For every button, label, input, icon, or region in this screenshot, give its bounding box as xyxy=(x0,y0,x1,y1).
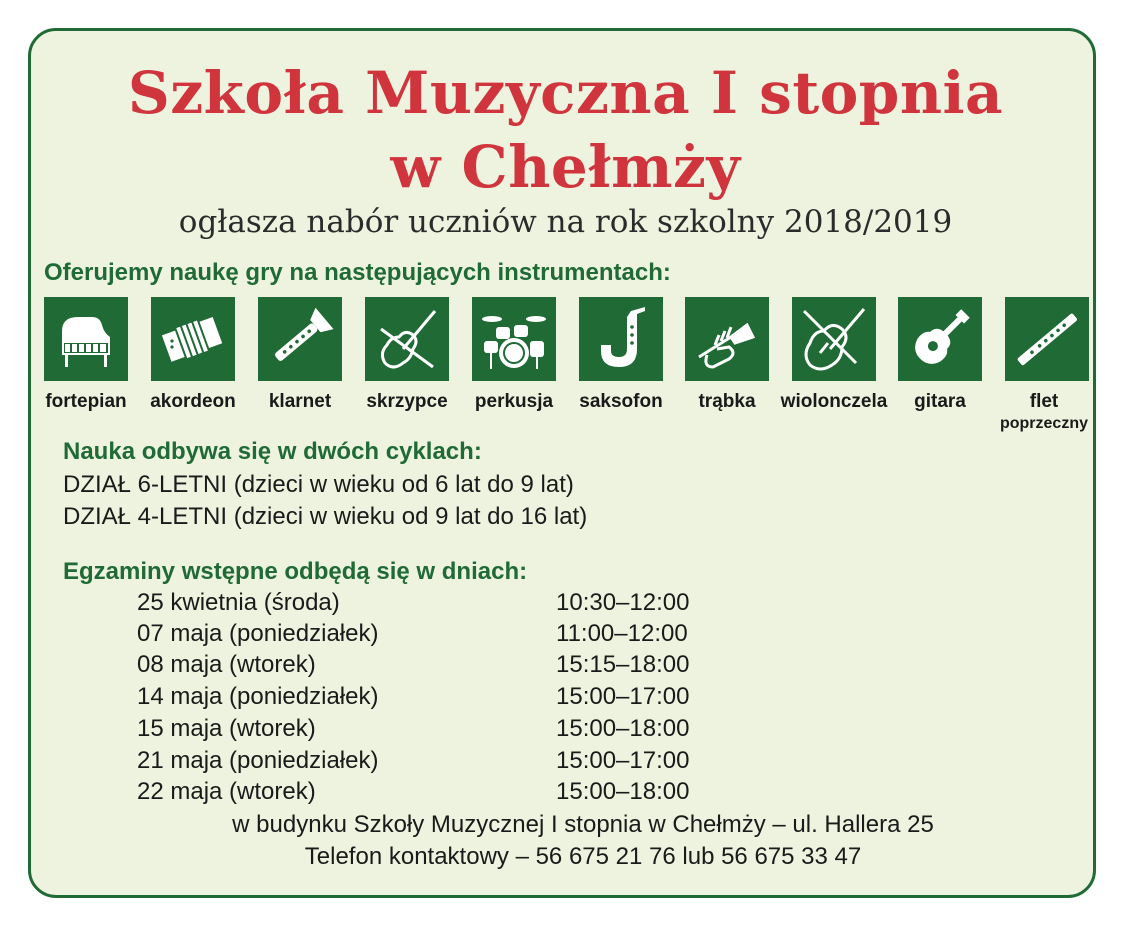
instrument-label-wiolonczela: wiolonczela xyxy=(780,391,888,412)
instruments-heading: Oferujemy naukę gry na następujących instrumentach: xyxy=(44,259,671,286)
flute-icon xyxy=(1005,297,1089,381)
exam-time: 10:30–12:00 xyxy=(556,589,690,616)
instrument-label-saksofon: saksofon xyxy=(579,391,663,412)
exam-row xyxy=(0,588,1131,620)
exam-row xyxy=(0,619,1131,651)
exam-row xyxy=(0,746,1131,778)
violin-icon xyxy=(365,297,449,381)
exam-day: 14 maja (poniedziałek) xyxy=(137,683,379,710)
subtitle: ogłasza nabór uczniów na rok szkolny 2018/2019 xyxy=(178,204,953,240)
exam-location: w budynku Szkoły Muzycznej I stopnia w Chełmży – ul. Hallera 25 xyxy=(232,811,934,838)
accordion-icon xyxy=(151,297,235,381)
guitar-icon xyxy=(898,297,982,381)
exam-row xyxy=(0,682,1131,714)
instrument-label-akordeon: akordeon xyxy=(150,391,236,412)
exam-time: 11:00–12:00 xyxy=(556,620,688,647)
instrument-label-skrzypce: skrzypce xyxy=(366,391,448,412)
instrument-label-trabka: trąbka xyxy=(698,391,756,412)
exam-row xyxy=(0,650,1131,682)
instrument-label-perkusja: perkusja xyxy=(474,391,554,412)
instrument-label-flet-main: flet xyxy=(1029,391,1059,412)
exam-day: 15 maja (wtorek) xyxy=(137,715,316,742)
drums-icon xyxy=(472,297,556,381)
exam-row xyxy=(0,777,1131,809)
cycle-item: DZIAŁ 6-LETNI (dzieci w wieku od 6 lat do 9 lat) xyxy=(63,471,574,498)
cycles-heading: Nauka odbywa się w dwóch cyklach: xyxy=(63,438,482,465)
exam-day: 08 maja (wtorek) xyxy=(137,651,316,678)
instrument-label-klarnet: klarnet xyxy=(268,391,332,412)
saxophone-icon xyxy=(579,297,663,381)
exam-time: 15:00–17:00 xyxy=(556,683,690,710)
school-title: Szkoła Muzyczna I stopnia xyxy=(127,59,1004,127)
exam-day: 07 maja (poniedziałek) xyxy=(137,620,379,647)
clarinet-icon xyxy=(258,297,342,381)
trumpet-icon xyxy=(685,297,769,381)
instrument-label-fortepian: fortepian xyxy=(45,391,127,412)
exams-heading: Egzaminy wstępne odbędą się w dniach: xyxy=(63,558,528,585)
exam-time: 15:00–17:00 xyxy=(556,747,690,774)
exam-time: 15:00–18:00 xyxy=(556,715,690,742)
exam-day: 22 maja (wtorek) xyxy=(137,778,316,805)
exam-time: 15:00–18:00 xyxy=(556,778,690,805)
exam-time: 15:15–18:00 xyxy=(556,651,690,678)
piano-icon xyxy=(44,297,128,381)
instrument-label-flet-sub: poprzeczny xyxy=(999,415,1088,432)
cycle-item: DZIAŁ 4-LETNI (dzieci w wieku od 9 lat do 16 lat) xyxy=(63,503,588,530)
exam-day: 21 maja (poniedziałek) xyxy=(137,747,379,774)
school-location-title: w Chełmży xyxy=(390,133,741,201)
instrument-label-flet xyxy=(984,390,1104,434)
instrument-label-gitara: gitara xyxy=(914,391,966,412)
cello-icon xyxy=(792,297,876,381)
exam-row xyxy=(0,714,1131,746)
contact-phone: Telefon kontaktowy – 56 675 21 76 lub 56 675 33 47 xyxy=(304,843,862,870)
exam-day: 25 kwietnia (środa) xyxy=(137,589,340,616)
